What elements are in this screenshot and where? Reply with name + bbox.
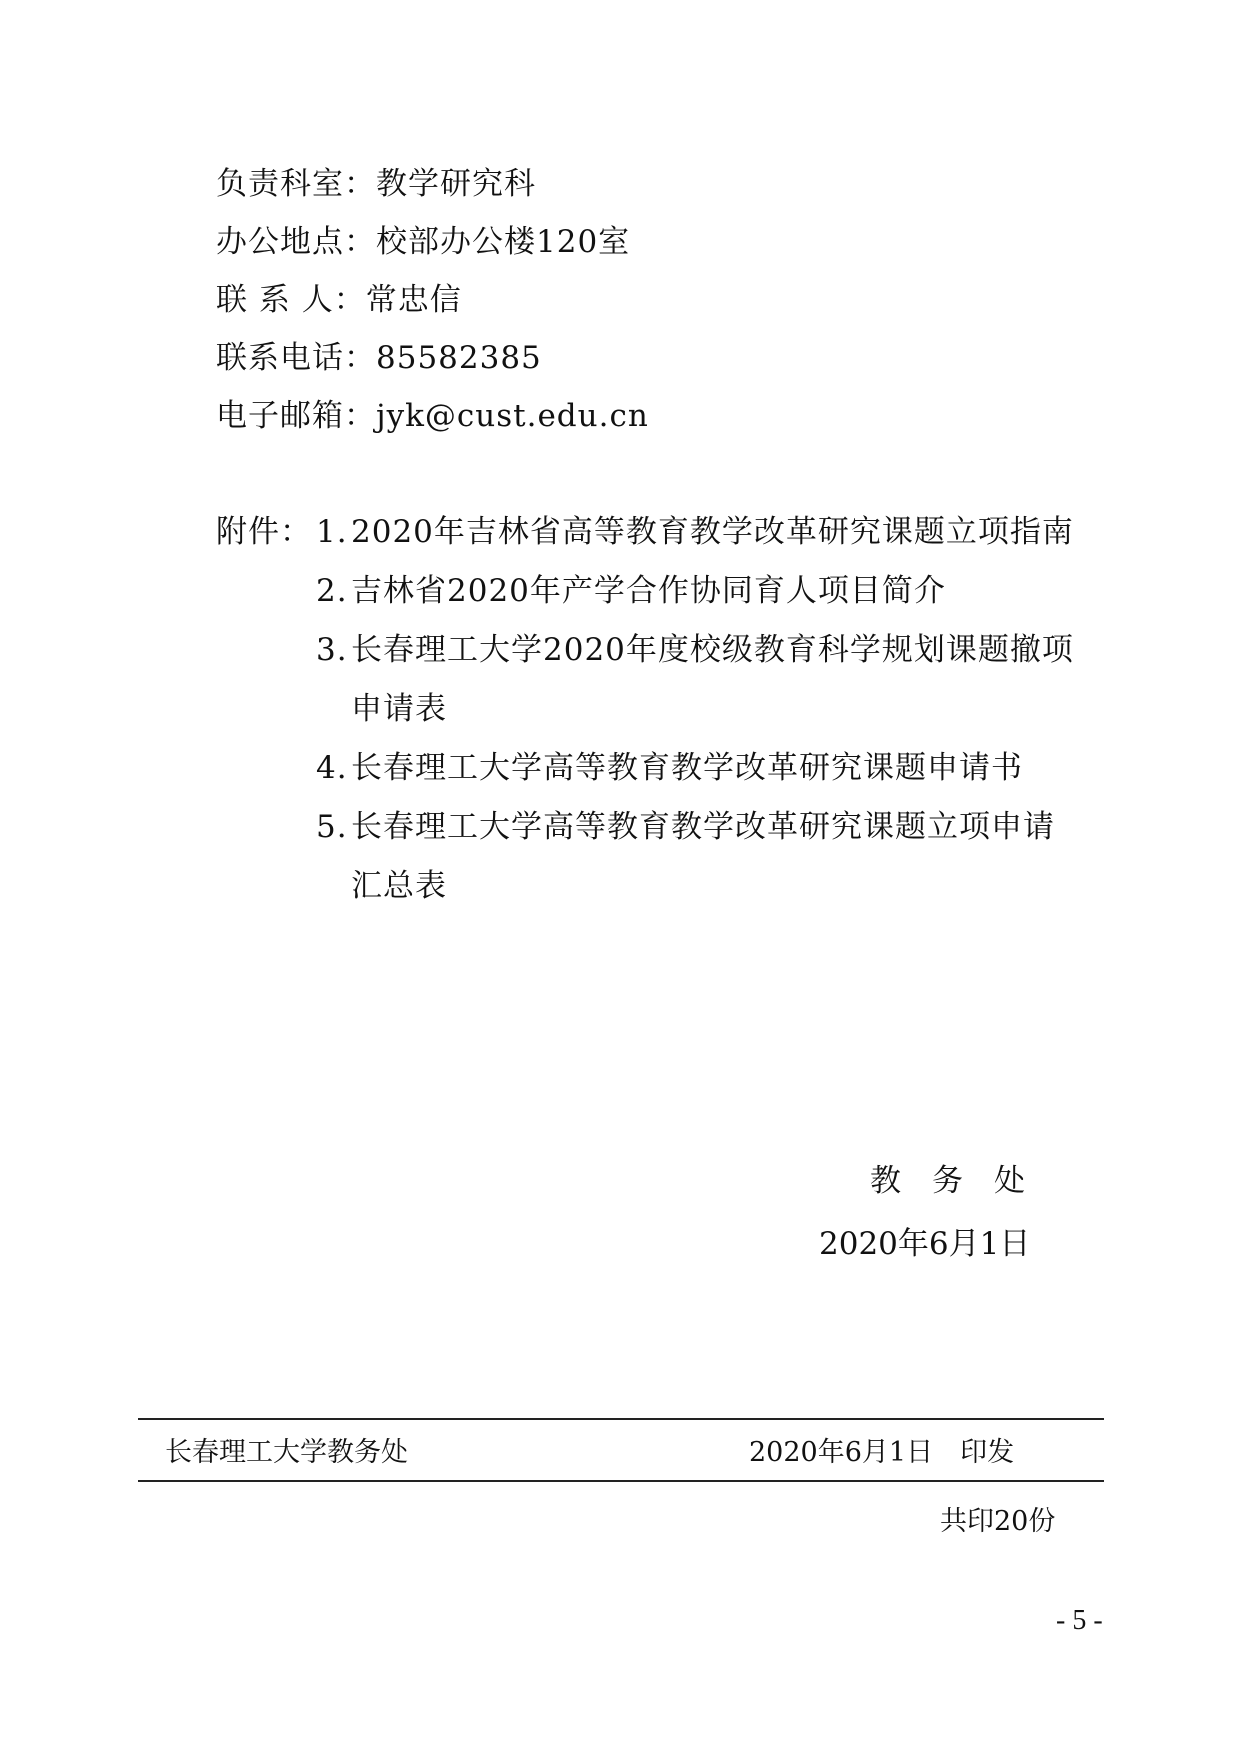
contact-row-person [216,282,462,318]
contact-label: 负责科室： [216,166,376,202]
attachment-item-3 [316,632,1074,727]
footer-issue-date: 2020年6月1日 印发 [749,1437,1015,1468]
attachment-number: 4. [316,750,348,786]
attachment-title-continued: 汇总表 [351,868,447,904]
contact-row-phone [216,340,542,376]
contact-label: 电子邮箱： [216,398,376,434]
attachment-number: 5. [316,809,348,845]
attachment-title-continued: 申请表 [351,691,447,727]
contact-value: jyk@cust.edu.cn [376,398,649,434]
attachment-number: 3. [316,632,348,668]
attachments-label: 附件： [216,514,312,550]
signature-office: 教 务 处 [870,1163,1025,1199]
contact-value: 常忠信 [365,282,462,318]
attachment-item-2 [316,573,946,609]
signature-date: 2020年6月1日 [819,1226,1031,1262]
contact-value: 教学研究科 [376,166,536,202]
attachment-item-4 [316,750,1023,786]
contact-row-department [216,166,536,202]
contact-value: 校部办公楼120室 [376,224,631,260]
contact-row-office [216,224,630,260]
footer-top-rule [138,1418,1104,1420]
footer-copies: 共印20份 [940,1506,1056,1537]
attachment-item-5 [316,809,1055,904]
attachment-title: 长春理工大学2020年度校级教育科学规划课题撤项 [351,632,1074,668]
attachment-number: 2. [316,573,348,609]
contact-label: 办公地点： [216,224,376,260]
contact-row-email [216,398,649,434]
contact-label: 联系电话： [216,340,376,376]
attachment-title: 长春理工大学高等教育教学改革研究课题立项申请 [351,809,1055,845]
attachment-item-1 [316,514,1074,550]
footer-issuer: 长春理工大学教务处 [165,1437,408,1468]
contact-label: 联 系 人： [216,282,366,318]
contact-value: 85582385 [376,340,542,376]
attachment-title: 吉林省2020年产学合作协同育人项目简介 [351,573,946,609]
attachment-title: 2020年吉林省高等教育教学改革研究课题立项指南 [351,514,1074,550]
footer-bottom-rule [138,1480,1104,1482]
attachment-title: 长春理工大学高等教育教学改革研究课题申请书 [351,750,1023,786]
attachment-number: 1. [316,514,348,550]
page-number: - 5 - [1056,1605,1103,1636]
